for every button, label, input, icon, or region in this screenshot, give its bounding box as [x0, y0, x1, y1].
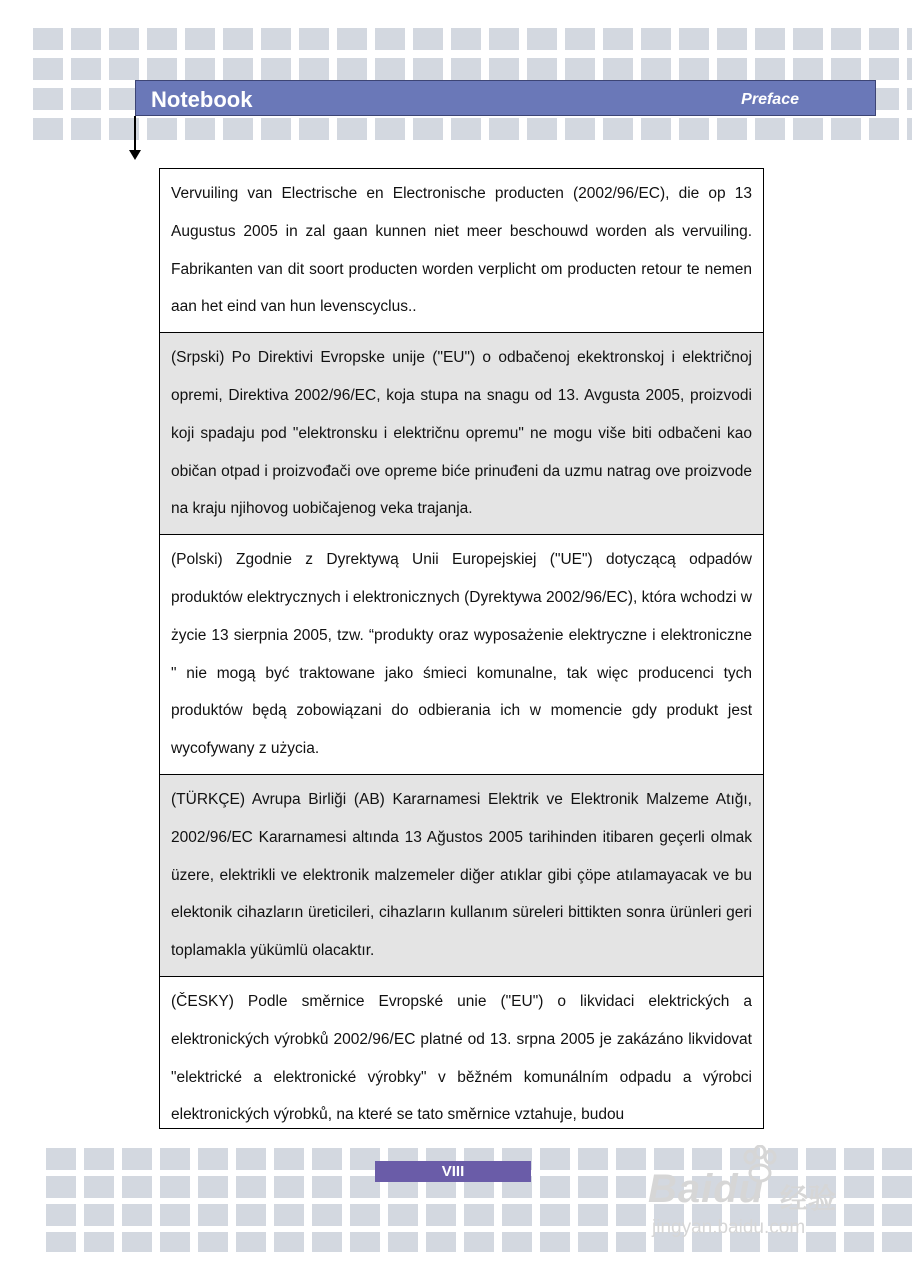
decor-tile — [375, 28, 405, 50]
decor-tile — [147, 118, 177, 140]
decor-tile — [831, 118, 861, 140]
decor-tile — [84, 1232, 114, 1252]
decor-tile — [33, 88, 63, 110]
decor-tile — [71, 28, 101, 50]
decor-tile — [33, 28, 63, 50]
decor-tile — [907, 28, 912, 50]
decor-tile — [527, 118, 557, 140]
header-title: Notebook — [151, 87, 253, 112]
decor-tile — [109, 58, 139, 80]
decor-tile — [578, 1176, 608, 1198]
paragraph-cell-polish: (Polski) Zgodnie z Dyrektywą Unii Europejskiej ("UE") dotyczącą odpadów produktów elektrycznych i elektronicznych (Dyrektywa 2002/96/EC), która wchodzi w życie 13 sierpnia 2005, tzw. “produkty oraz wyposażenie elektryczne i elektroniczne " nie mogą być traktowane jako śmieci komunalne, tak więc producenci tych produktów będą zobowiązani do odbierania ich w momencie gdy produkt jest wycofywany z użycia. — [160, 534, 763, 774]
decor-tile — [616, 1204, 646, 1226]
decor-tile — [261, 28, 291, 50]
decor-tile — [71, 58, 101, 80]
decor-tile — [755, 118, 785, 140]
decor-tile — [565, 28, 595, 50]
decor-tile — [755, 58, 785, 80]
tile-row — [33, 58, 912, 80]
decor-tile — [565, 58, 595, 80]
decor-tile — [907, 88, 912, 110]
decor-tile — [869, 118, 899, 140]
decor-tile — [71, 118, 101, 140]
decor-tile — [882, 1204, 912, 1226]
decor-tile — [489, 28, 519, 50]
watermark-sub-text: 经验 — [780, 1183, 837, 1214]
decor-tile — [236, 1232, 266, 1252]
content-table — [159, 168, 764, 1129]
decor-tile — [236, 1148, 266, 1170]
paragraph-cell-turkish: (TÜRKÇE) Avrupa Birliği (AB) Kararnamesi Elektrik ve Elektronik Malzeme Atığı, 2002/96/EC Kararnamesi altında 13 Ağustos 2005 tarihinden itibaren geçerli olmak üzere, elektrikli ve elektronik malzemeler diğer atıklar gibi çöpe atılamayacak ve bu elektonik cihazların üreticileri, cihazların kullanım süreleri bittikten sonra ürünleri geri toplamakla yükümlü olacaktır. — [160, 774, 763, 976]
decor-tile — [502, 1232, 532, 1252]
decor-tile — [84, 1176, 114, 1198]
decor-tile — [122, 1204, 152, 1226]
decor-tile — [540, 1148, 570, 1170]
decor-tile — [413, 58, 443, 80]
decor-tile — [869, 58, 899, 80]
decor-tile — [540, 1232, 570, 1252]
tile-row — [33, 28, 912, 50]
decor-tile — [464, 1232, 494, 1252]
decor-tile — [122, 1232, 152, 1252]
decor-tile — [46, 1176, 76, 1198]
decor-tile — [46, 1232, 76, 1252]
watermark-logo-text: Baidu — [648, 1167, 765, 1211]
decor-tile — [388, 1232, 418, 1252]
decor-tile — [261, 118, 291, 140]
decor-tile — [122, 1148, 152, 1170]
decor-tile — [33, 58, 63, 80]
decor-tile — [413, 118, 443, 140]
decor-tile — [489, 118, 519, 140]
decor-tile — [198, 1148, 228, 1170]
decor-tile — [84, 1148, 114, 1170]
decor-tile — [451, 28, 481, 50]
decor-tile — [274, 1148, 304, 1170]
decor-tile — [717, 58, 747, 80]
decor-tile — [831, 58, 861, 80]
decor-tile — [451, 58, 481, 80]
decor-tile — [603, 118, 633, 140]
decor-tile — [540, 1204, 570, 1226]
decor-tile — [527, 58, 557, 80]
decor-tile — [578, 1204, 608, 1226]
decor-tile — [793, 118, 823, 140]
decor-tile — [616, 1176, 646, 1198]
decor-tile — [223, 58, 253, 80]
decor-tile — [869, 28, 899, 50]
decor-tile — [527, 28, 557, 50]
decor-tile — [299, 58, 329, 80]
decor-tile — [223, 28, 253, 50]
decor-tile — [464, 1204, 494, 1226]
decor-tile — [603, 28, 633, 50]
decor-tile — [388, 1204, 418, 1226]
page-number: VIII — [375, 1161, 531, 1182]
decor-tile — [565, 118, 595, 140]
decor-tile — [299, 28, 329, 50]
decor-tile — [375, 58, 405, 80]
decor-tile — [109, 28, 139, 50]
decor-tile — [502, 1204, 532, 1226]
decor-tile — [160, 1176, 190, 1198]
decor-tile — [312, 1232, 342, 1252]
decor-tile — [84, 1204, 114, 1226]
decor-tile — [907, 58, 912, 80]
decor-tile — [350, 1204, 380, 1226]
tile-row — [33, 118, 912, 140]
decor-tile — [71, 88, 101, 110]
decor-tile — [337, 28, 367, 50]
decor-tile — [603, 58, 633, 80]
decor-tile — [578, 1232, 608, 1252]
decor-tile — [46, 1204, 76, 1226]
decor-tile — [755, 28, 785, 50]
decor-tile — [274, 1232, 304, 1252]
decor-tile — [426, 1204, 456, 1226]
decor-tile — [147, 58, 177, 80]
decor-tile — [236, 1204, 266, 1226]
decor-tile — [299, 118, 329, 140]
decor-tile — [717, 28, 747, 50]
decor-tile — [717, 118, 747, 140]
decor-tile — [236, 1176, 266, 1198]
decor-tile — [185, 58, 215, 80]
paragraph-cell-czech: (ČESKY) Podle směrnice Evropské unie ("EU") o likvidaci elektrických a elektronických výrobků 2002/96/EC platné od 13. srpna 2005 je zakázáno likvidovat "elektrické a elektronické výrobky" v běžném komunálním odpadu a výrobci elektronických výrobků, na které se tato směrnice vztahuje, budou — [160, 976, 763, 1128]
decor-tile — [46, 1148, 76, 1170]
decor-tile — [223, 118, 253, 140]
decor-tile — [147, 28, 177, 50]
decor-tile — [882, 1232, 912, 1252]
decor-tile — [882, 1176, 912, 1198]
header-bar — [135, 80, 876, 116]
header-section-label: Preface — [741, 91, 799, 108]
decor-tile — [312, 1176, 342, 1198]
decor-tile — [616, 1148, 646, 1170]
watermark-url: jingyan.baidu.com — [652, 1217, 806, 1238]
decor-tile — [641, 28, 671, 50]
decor-tile — [261, 58, 291, 80]
decor-tile — [274, 1176, 304, 1198]
paragraph-cell-serbian: (Srpski) Po Direktivi Evropske unije ("EU") o odbačenoj ekektronskoj i električnoj opremi, Direktiva 2002/96/EC, koja stupa na snagu od 13. Avgusta 2005, proizvodi koji spadaju pod "elektronsku i električnu opremu" ne mogu više biti odbačeni kao običan otpad i proizvođači ove opreme biće prinuđeni da uzmu natrag ove proizvode na kraju njihovog uobičajenog veka trajanja. — [160, 332, 763, 534]
decor-tile — [312, 1148, 342, 1170]
decor-tile — [312, 1204, 342, 1226]
decor-tile — [375, 118, 405, 140]
decor-tile — [198, 1176, 228, 1198]
decor-tile — [882, 1148, 912, 1170]
decor-tile — [198, 1232, 228, 1252]
arrow-line — [134, 116, 136, 150]
decor-tile — [679, 58, 709, 80]
decor-tile — [185, 28, 215, 50]
baidu-watermark — [648, 1145, 868, 1245]
arrow-down-icon — [129, 150, 141, 160]
decor-tile — [33, 118, 63, 140]
decor-tile — [413, 28, 443, 50]
decor-tile — [489, 58, 519, 80]
decor-tile — [274, 1204, 304, 1226]
decor-tile — [160, 1204, 190, 1226]
decor-tile — [793, 28, 823, 50]
decor-tile — [426, 1232, 456, 1252]
decor-tile — [907, 118, 912, 140]
decor-tile — [198, 1204, 228, 1226]
decor-tile — [679, 118, 709, 140]
decor-tile — [122, 1176, 152, 1198]
decor-tile — [641, 58, 671, 80]
decor-tile — [160, 1148, 190, 1170]
decor-tile — [451, 118, 481, 140]
decor-tile — [793, 58, 823, 80]
decor-tile — [578, 1148, 608, 1170]
decor-tile — [337, 118, 367, 140]
paragraph-cell-dutch: Vervuiling van Electrische en Electronische producten (2002/96/EC), die op 13 Augustus 2005 in zal gaan kunnen niet meer beschouwd worden als vervuiling. Fabrikanten van dit soort producten worden verplicht om producten retour te nemen aan het eind van hun levenscyclus.. — [171, 185, 752, 316]
decor-tile — [185, 118, 215, 140]
decor-tile — [350, 1232, 380, 1252]
decor-tile — [337, 58, 367, 80]
decor-tile — [831, 28, 861, 50]
decor-tile — [641, 118, 671, 140]
decor-tile — [540, 1176, 570, 1198]
decor-tile — [679, 28, 709, 50]
decor-tile — [160, 1232, 190, 1252]
decor-tile — [616, 1232, 646, 1252]
